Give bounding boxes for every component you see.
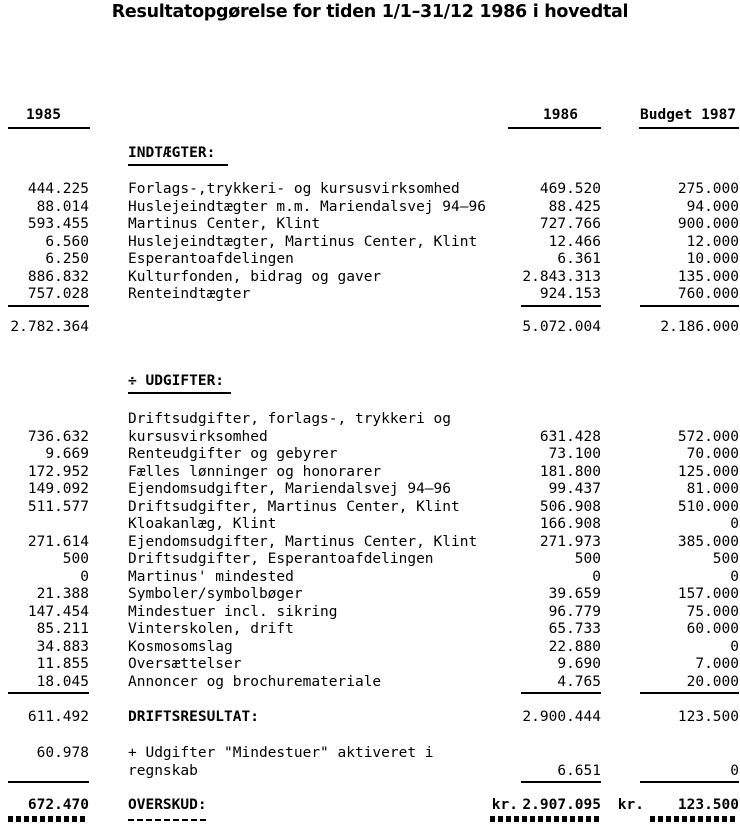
- cell-prev-year: 85.211: [36, 621, 89, 637]
- table-row: [0, 446, 740, 464]
- cell-description: Esperantoafdelingen: [128, 251, 294, 267]
- cell-current-year: 631.428: [539, 428, 601, 445]
- table-row: [0, 656, 740, 674]
- cell-budget-year: 123.500: [677, 797, 739, 813]
- surplus-label-dash-rule: [128, 819, 206, 821]
- cell-current-year: 73.100: [548, 446, 601, 462]
- cell-current-year: 9.690: [557, 656, 601, 672]
- cell-description: Driftsudgifter, Martinus Center, Klint: [128, 498, 460, 515]
- grand-total-double-rule-current: [490, 816, 600, 822]
- grand-total-double-rule-budget: [650, 816, 738, 822]
- cell-budget-year: 12.000: [686, 233, 739, 250]
- cell-budget-year: 70.000: [686, 446, 739, 462]
- cell-current-year: 2.907.095: [522, 797, 601, 813]
- expenses-rule-budget: [640, 692, 739, 694]
- cell-prev-year: 757.028: [27, 286, 89, 302]
- cell-prev-year: 6.560: [45, 233, 89, 250]
- cell-prev-year: 500: [62, 551, 89, 567]
- expenses-rule-current: [521, 692, 601, 694]
- cell-current-year: 65.733: [548, 621, 601, 637]
- table-row: [0, 251, 740, 269]
- table-row: [0, 516, 740, 534]
- table-row: [0, 269, 740, 287]
- cell-prev-year: 886.832: [27, 268, 89, 285]
- cell-budget-year: 20.000: [686, 673, 739, 690]
- cell-current-year: 181.800: [539, 463, 601, 480]
- cell-budget-year: 125.000: [677, 463, 739, 480]
- cell-current-year: 506.908: [539, 498, 601, 515]
- cell-description: Huslejeindtægter m.m. Mariendalsvej 94–96: [128, 198, 486, 215]
- adjustment-description-line2: regnskab: [128, 762, 198, 779]
- currency-label-current: kr.: [491, 797, 518, 813]
- table-row: [0, 604, 740, 622]
- cell-current-year: 2.900.444: [522, 709, 601, 725]
- cell-budget-year: 157.000: [677, 586, 739, 602]
- cell-budget-year: 0: [730, 638, 739, 655]
- cell-description: Fælles lønninger og honorarer: [128, 463, 382, 480]
- table-row: [0, 586, 740, 604]
- cell-prev-year: 271.614: [27, 533, 89, 550]
- cell-description: Kloakanlæg, Klint: [128, 516, 277, 532]
- table-row-adjustment: [0, 745, 740, 763]
- table-row: [0, 464, 740, 482]
- surplus-rule-current: [521, 781, 601, 783]
- cell-prev-year: 88.014: [36, 198, 89, 215]
- cell-current-year: 500: [574, 551, 601, 567]
- cell-prev-year: 736.632: [27, 428, 89, 445]
- cell-current-year: 924.153: [539, 286, 601, 302]
- cell-description: Driftsudgifter, Esperantoafdelingen: [128, 551, 434, 567]
- cell-budget-year: 81.000: [686, 481, 739, 497]
- subtotal-rule-current: [521, 305, 601, 307]
- cell-budget-year: 135.000: [677, 268, 739, 285]
- cell-budget-year: 760.000: [677, 286, 739, 302]
- cell-description: Kosmosomslag: [128, 638, 233, 655]
- cell-budget-year: 385.000: [677, 533, 739, 550]
- cell-prev-year: 172.952: [27, 463, 89, 480]
- operating-result-label: DRIFTSRESULTAT:: [128, 709, 259, 725]
- cell-prev-year: 18.045: [36, 673, 89, 690]
- cell-prev-year: 593.455: [27, 216, 89, 232]
- adjustment-description-line1: + Udgifter "Mindestuer" aktiveret i: [128, 745, 434, 761]
- cell-description: Ejendomsudgifter, Martinus Center, Klint: [128, 533, 478, 550]
- cell-prev-year: 444.225: [27, 181, 89, 197]
- cell-description: kursusvirksomhed: [128, 428, 268, 445]
- currency-label-budget: kr.: [617, 797, 644, 813]
- cell-prev-year: 21.388: [36, 586, 89, 602]
- table-row: [0, 674, 740, 692]
- cell-description: Symboler/symbolbøger: [128, 586, 303, 602]
- cell-current-year: 166.908: [539, 516, 601, 532]
- cell-prev-year: 672.470: [27, 797, 89, 813]
- cell-current-year: 96.779: [548, 603, 601, 620]
- cell-prev-year: 9.669: [45, 446, 89, 462]
- cell-budget-year: 2.186.000: [660, 319, 739, 335]
- cell-budget-year: 75.000: [686, 603, 739, 620]
- cell-budget-year: 7.000: [695, 656, 739, 672]
- cell-budget-year: 500: [712, 551, 739, 567]
- table-row: [0, 481, 740, 499]
- cell-budget-year: 275.000: [677, 181, 739, 197]
- cell-current-year: 88.425: [548, 198, 601, 215]
- column-header-budget-1987-rule: [639, 127, 739, 129]
- cell-prev-year: 60.978: [36, 745, 89, 761]
- cell-description: Ejendomsudgifter, Mariendalsvej 94–96: [128, 481, 452, 497]
- cell-current-year: 12.466: [548, 233, 601, 250]
- cell-current-year: 22.880: [548, 638, 601, 655]
- table-row-surplus: [0, 797, 740, 815]
- cell-current-year: 469.520: [539, 181, 601, 197]
- table-row: [0, 199, 740, 217]
- cell-current-year: 39.659: [548, 586, 601, 602]
- cell-budget-year: 572.000: [677, 428, 739, 445]
- cell-budget-year: 60.000: [686, 621, 739, 637]
- cell-budget-year: 0: [730, 516, 739, 532]
- cell-prev-year: 0: [80, 568, 89, 585]
- cell-prev-year: 2.782.364: [10, 319, 89, 335]
- cell-prev-year: 11.855: [36, 656, 89, 672]
- table-row: [0, 499, 740, 517]
- surplus-rule-prev: [8, 781, 89, 783]
- expenses-rule-prev: [8, 692, 89, 694]
- cell-current-year: 99.437: [548, 481, 601, 497]
- cell-prev-year: 611.492: [27, 709, 89, 725]
- cell-description: Renteindtægter: [128, 286, 251, 302]
- cell-budget-year: 900.000: [677, 216, 739, 232]
- cell-description: Mindestuer incl. sikring: [128, 603, 338, 620]
- cell-description: Renteudgifter og gebyrer: [128, 446, 338, 462]
- table-row: [0, 621, 740, 639]
- grand-total-double-rule-prev: [8, 816, 86, 822]
- cell-current-year: 6.651: [557, 762, 601, 779]
- subtotal-rule-prev: [8, 305, 89, 307]
- cell-prev-year: 511.577: [27, 498, 89, 515]
- cell-current-year: 0: [592, 568, 601, 585]
- table-row: [0, 234, 740, 252]
- cell-description: Martinus Center, Klint: [128, 216, 321, 232]
- section-heading-income: INDTÆGTER:: [128, 145, 216, 161]
- table-row: [0, 534, 740, 552]
- page-title: Resultatopgørelse for tiden 1/1–31/12 1986 i hovedtal: [111, 2, 629, 22]
- cell-budget-year: 0: [730, 762, 739, 779]
- cell-budget-year: 123.500: [677, 709, 739, 725]
- cell-description: Driftsudgifter, forlags-, trykkeri og: [128, 411, 452, 427]
- cell-budget-year: 0: [730, 568, 739, 585]
- table-row: [0, 181, 740, 199]
- cell-current-year: 727.766: [539, 216, 601, 232]
- cell-budget-year: 510.000: [677, 498, 739, 515]
- table-row: [0, 411, 740, 429]
- section-heading-expenses-rule: [128, 392, 231, 394]
- table-row-income-total: [0, 319, 740, 337]
- cell-description: Forlags-,trykkeri- og kursusvirksomhed: [128, 181, 460, 197]
- cell-description: Martinus' mindested: [128, 568, 294, 585]
- cell-current-year: 6.361: [557, 251, 601, 267]
- section-heading-expenses: ÷ UDGIFTER:: [128, 373, 225, 389]
- cell-current-year: 4.765: [557, 673, 601, 690]
- table-row: [0, 569, 740, 587]
- table-row: [0, 429, 740, 447]
- cell-prev-year: 6.250: [45, 251, 89, 267]
- cell-budget-year: 94.000: [686, 198, 739, 215]
- section-heading-income-rule: [128, 164, 228, 166]
- cell-current-year: 2.843.313: [522, 268, 601, 285]
- table-row: [0, 216, 740, 234]
- cell-current-year: 271.973: [539, 533, 601, 550]
- cell-prev-year: 34.883: [36, 638, 89, 655]
- cell-current-year: 5.072.004: [522, 319, 601, 335]
- subtotal-rule-budget: [640, 305, 739, 307]
- table-row: [0, 639, 740, 657]
- column-header-1986-rule: [508, 127, 601, 129]
- cell-description: Kulturfonden, bidrag og gaver: [128, 268, 382, 285]
- column-header-1985-rule: [8, 127, 90, 129]
- cell-description: Oversættelser: [128, 656, 242, 672]
- table-row-operating-result: [0, 709, 740, 727]
- cell-budget-year: 10.000: [686, 251, 739, 267]
- table-row: [0, 286, 740, 304]
- surplus-label: OVERSKUD:: [128, 797, 207, 813]
- cell-description: Huslejeindtægter, Martinus Center, Klint: [128, 233, 478, 250]
- cell-prev-year: 147.454: [27, 603, 89, 620]
- table-row-adjustment-cont: [0, 763, 740, 781]
- table-row: [0, 551, 740, 569]
- cell-prev-year: 149.092: [27, 481, 89, 497]
- surplus-rule-budget: [640, 781, 739, 783]
- column-header-budget-1987: Budget 1987: [640, 107, 737, 123]
- column-header-1986: 1986: [543, 107, 578, 123]
- column-header-1985: 1985: [26, 107, 61, 123]
- cell-description: Vinterskolen, drift: [128, 621, 294, 637]
- cell-description: Annoncer og brochuremateriale: [128, 673, 382, 690]
